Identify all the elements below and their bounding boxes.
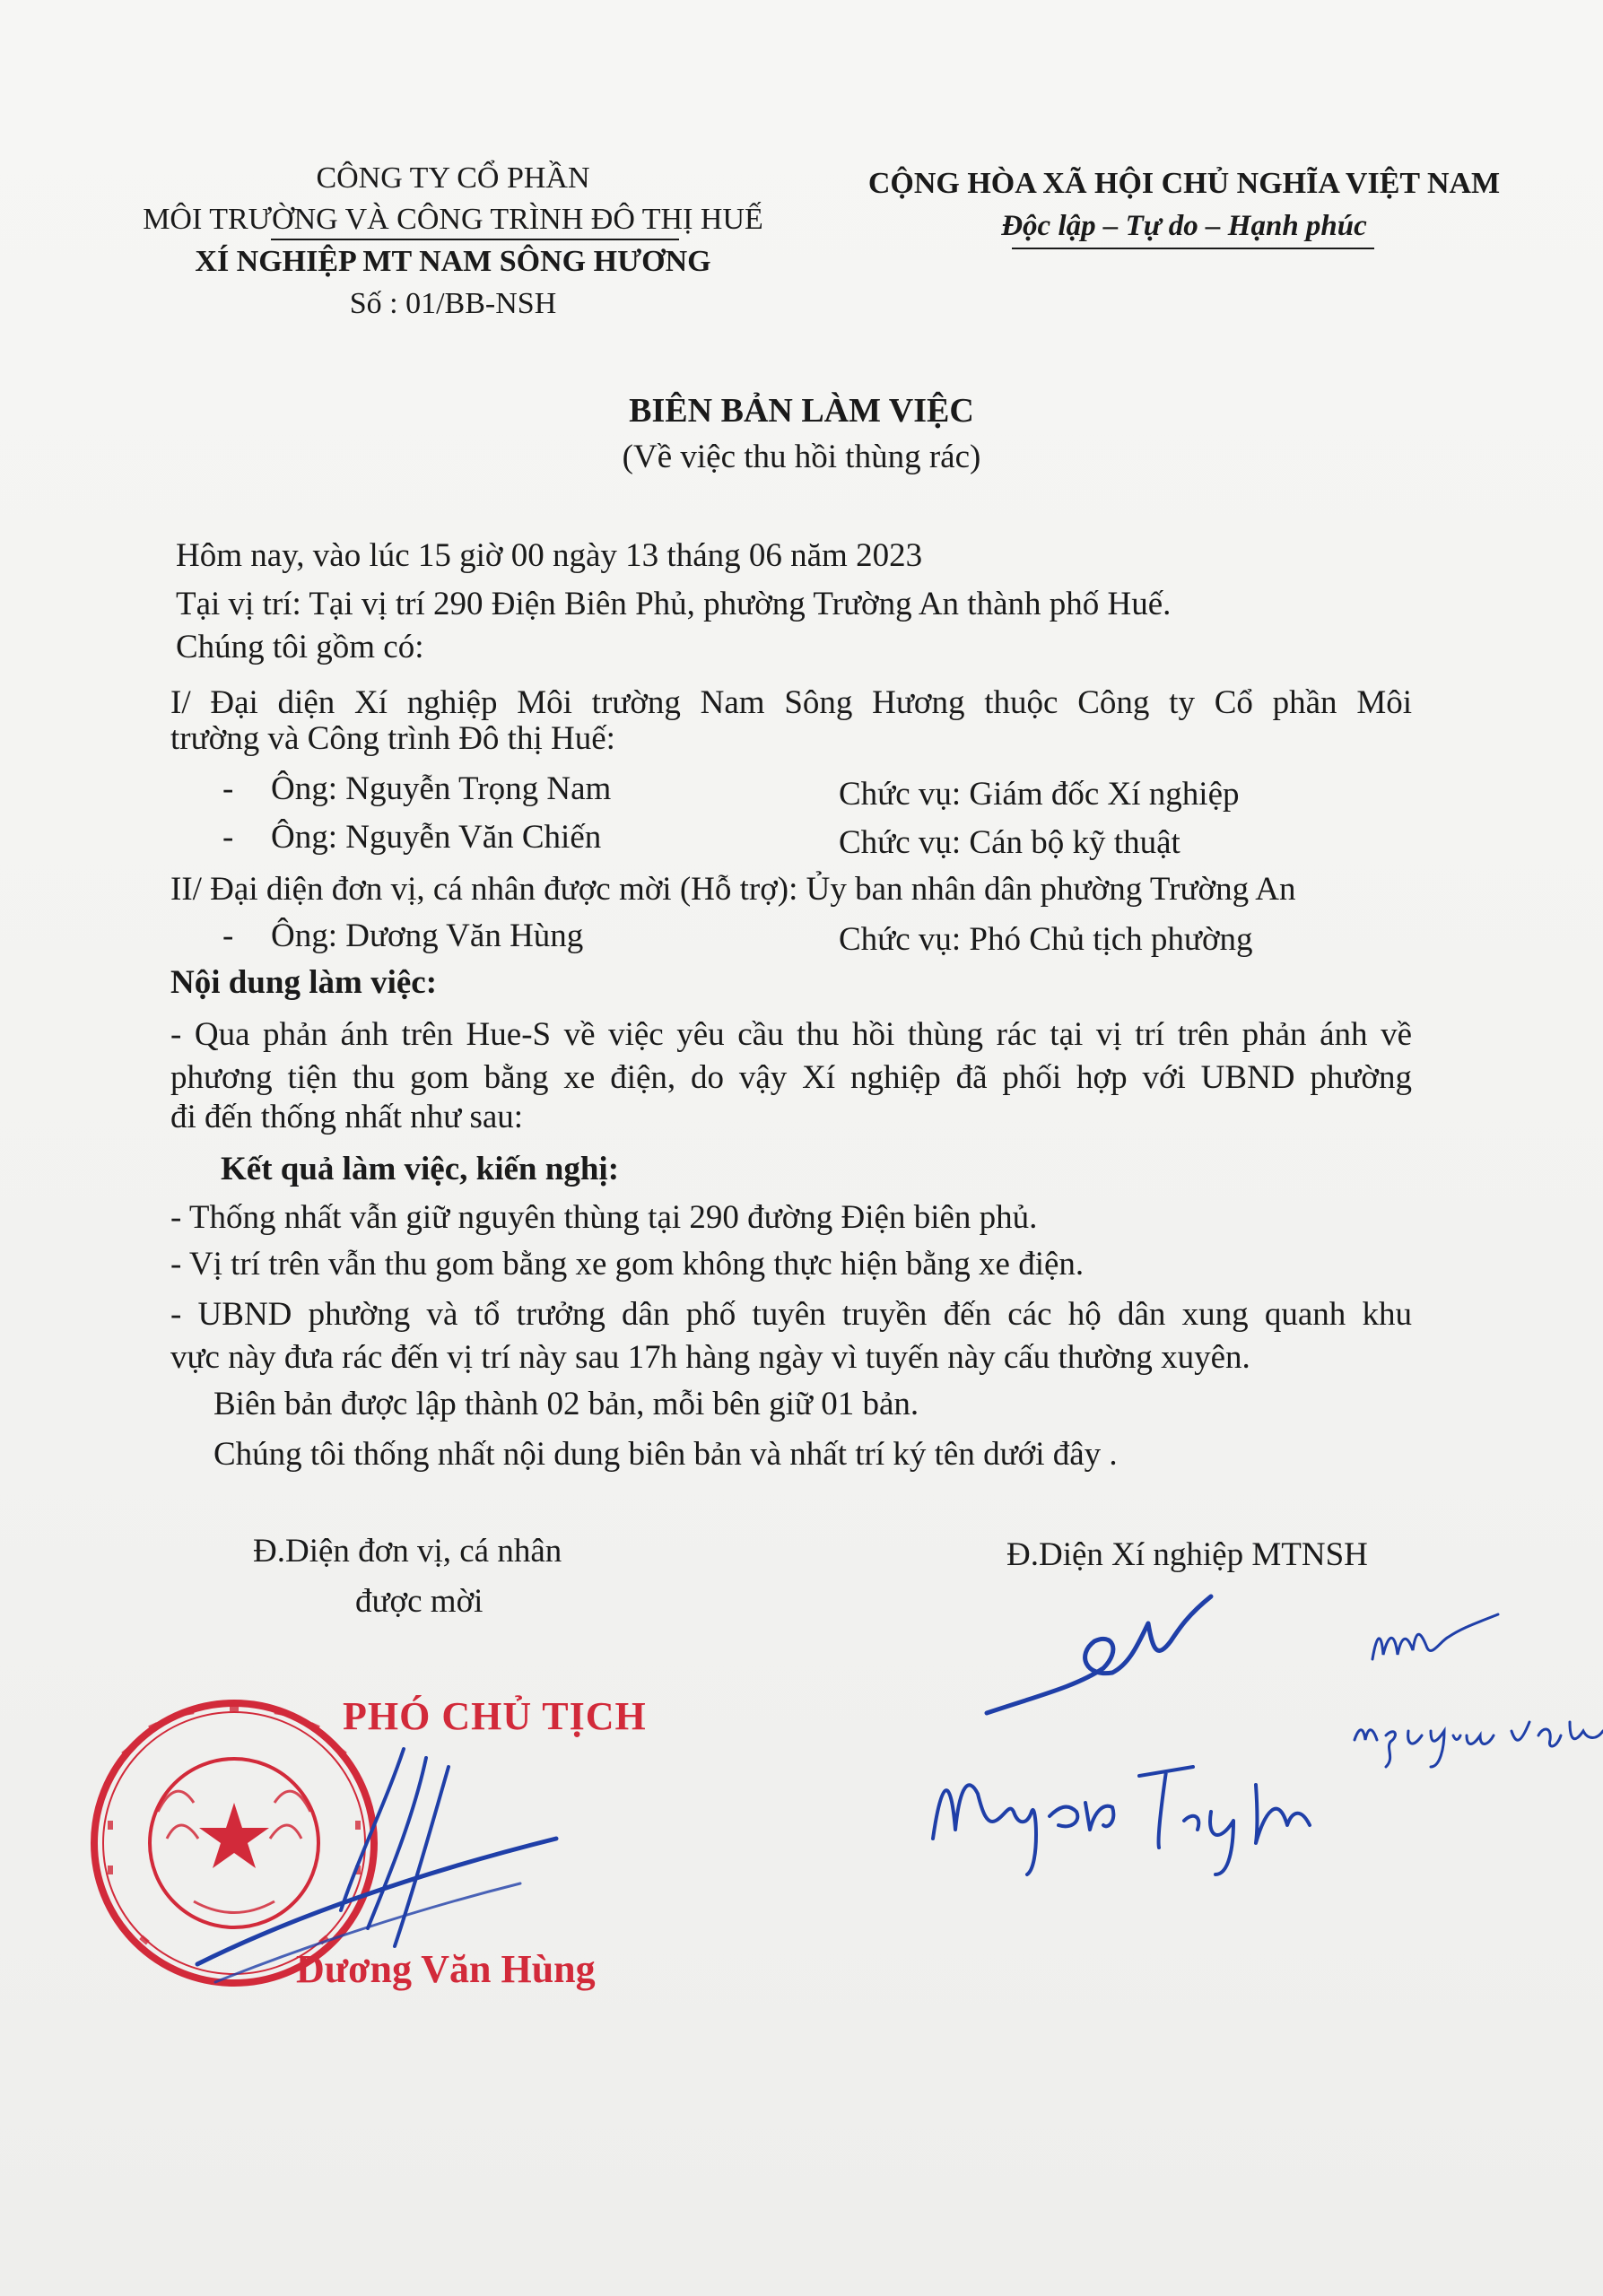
member-dash: -: [222, 770, 234, 807]
member-position: Chức vụ: Phó Chủ tịch phường: [839, 921, 1253, 958]
member-name: Ông: Dương Văn Hùng: [271, 918, 584, 954]
document-title: BIÊN BẢN LÀM VIỆC: [629, 392, 974, 430]
technician-signature: [1363, 1605, 1507, 1686]
participants-label: Chúng tôi gồm có:: [176, 629, 424, 665]
member-position: Chức vụ: Cán bộ kỹ thuật: [839, 824, 1180, 861]
document-number: Số : 01/BB-NSH: [349, 287, 557, 320]
results-heading: Kết quả làm việc, kiến nghị:: [221, 1151, 620, 1187]
left-signature-title-1: Đ.Diện đơn vị, cá nhân: [253, 1533, 562, 1570]
result-item-3-line-1: - UBND phường và tổ trưởng dân phố tuyên truyền đến các hộ dân xung quanh khu: [170, 1296, 1412, 1333]
director-name-handwriting: [924, 1740, 1328, 1892]
result-item-1: - Thống nhất vẫn giữ nguyên thùng tại 290 đường Điện biên phủ.: [170, 1199, 1038, 1236]
meeting-time: Hôm nay, vào lúc 15 giờ 00 ngày 13 tháng 06 năm 2023: [176, 537, 923, 574]
member-dash: -: [222, 918, 234, 954]
meeting-location: Tại vị trí: Tại vị trí 290 Điện Biên Phủ, phường Trường An thành phố Huế.: [176, 586, 1172, 622]
closing-line-1: Biên bản được lập thành 02 bản, mỗi bên giữ 01 bản.: [213, 1386, 919, 1422]
company-line-1: CÔNG TY CỔ PHẦN: [316, 161, 590, 195]
content-line-1: - Qua phản ánh trên Hue-S về việc yêu cầu thu hồi thùng rác tại vị trí trên phản ánh về: [170, 1016, 1412, 1053]
closing-line-2: Chúng tôi thống nhất nội dung biên bản và nhất trí ký tên dưới đây .: [213, 1436, 1118, 1473]
stamp-name: Dương Văn Hùng: [296, 1947, 596, 1991]
member-name: Ông: Nguyễn Văn Chiến: [271, 819, 602, 856]
member-dash: -: [222, 819, 234, 856]
company-line-2: MÔI TRƯỜNG VÀ CÔNG TRÌNH ĐÔ THỊ HUẾ: [143, 203, 763, 236]
member-name: Ông: Nguyễn Trọng Nam: [271, 770, 612, 807]
content-heading: Nội dung làm việc:: [170, 964, 438, 1001]
result-item-3-line-2: vực này đưa rác đến vị trí này sau 17h hàng ngày vì tuyến này cấu thường xuyên.: [170, 1339, 1250, 1376]
right-signature-title: Đ.Diện Xí nghiệp MTNSH: [1006, 1536, 1368, 1573]
country-name: CỘNG HÒA XÃ HỘI CHỦ NGHĨA VIỆT NAM: [867, 167, 1501, 200]
enterprise-name: XÍ NGHIỆP MT NAM SÔNG HƯƠNG: [195, 245, 711, 278]
motto-underline: [1012, 248, 1374, 249]
section-2-line-1: II/ Đại diện đơn vị, cá nhân được mời (Hỗ trợ): Ủy ban nhân dân phường Trường An: [170, 871, 1296, 908]
section-1-line-1: I/ Đại diện Xí nghiệp Môi trường Nam Sông Hương thuộc Công ty Cổ phần Môi: [170, 684, 1412, 721]
left-signature-title-2: được mời: [355, 1583, 484, 1620]
company-underline: [271, 239, 679, 240]
section-1-line-2: trường và Công trình Đô thị Huế:: [170, 720, 615, 757]
director-signature: [969, 1587, 1238, 1731]
content-line-3: đi đến thống nhất như sau:: [170, 1099, 524, 1135]
member-position: Chức vụ: Giám đốc Xí nghiệp: [839, 776, 1240, 813]
document-subtitle: (Về việc thu hồi thùng rác): [622, 439, 981, 475]
national-motto: Độc lập – Tự do – Hạnh phúc: [1001, 210, 1367, 242]
content-line-2: phương tiện thu gom bằng xe điện, do vậy Xí nghiệp đã phối hợp với UBND phường: [170, 1059, 1412, 1096]
result-item-2: - Vị trí trên vẫn thu gom bằng xe gom không thực hiện bằng xe điện.: [170, 1246, 1085, 1283]
stamp-role: PHÓ CHỦ TỊCH: [343, 1694, 647, 1738]
technician-name-handwriting: [1346, 1686, 1603, 1776]
left-handwritten-signature: [179, 1731, 565, 2000]
